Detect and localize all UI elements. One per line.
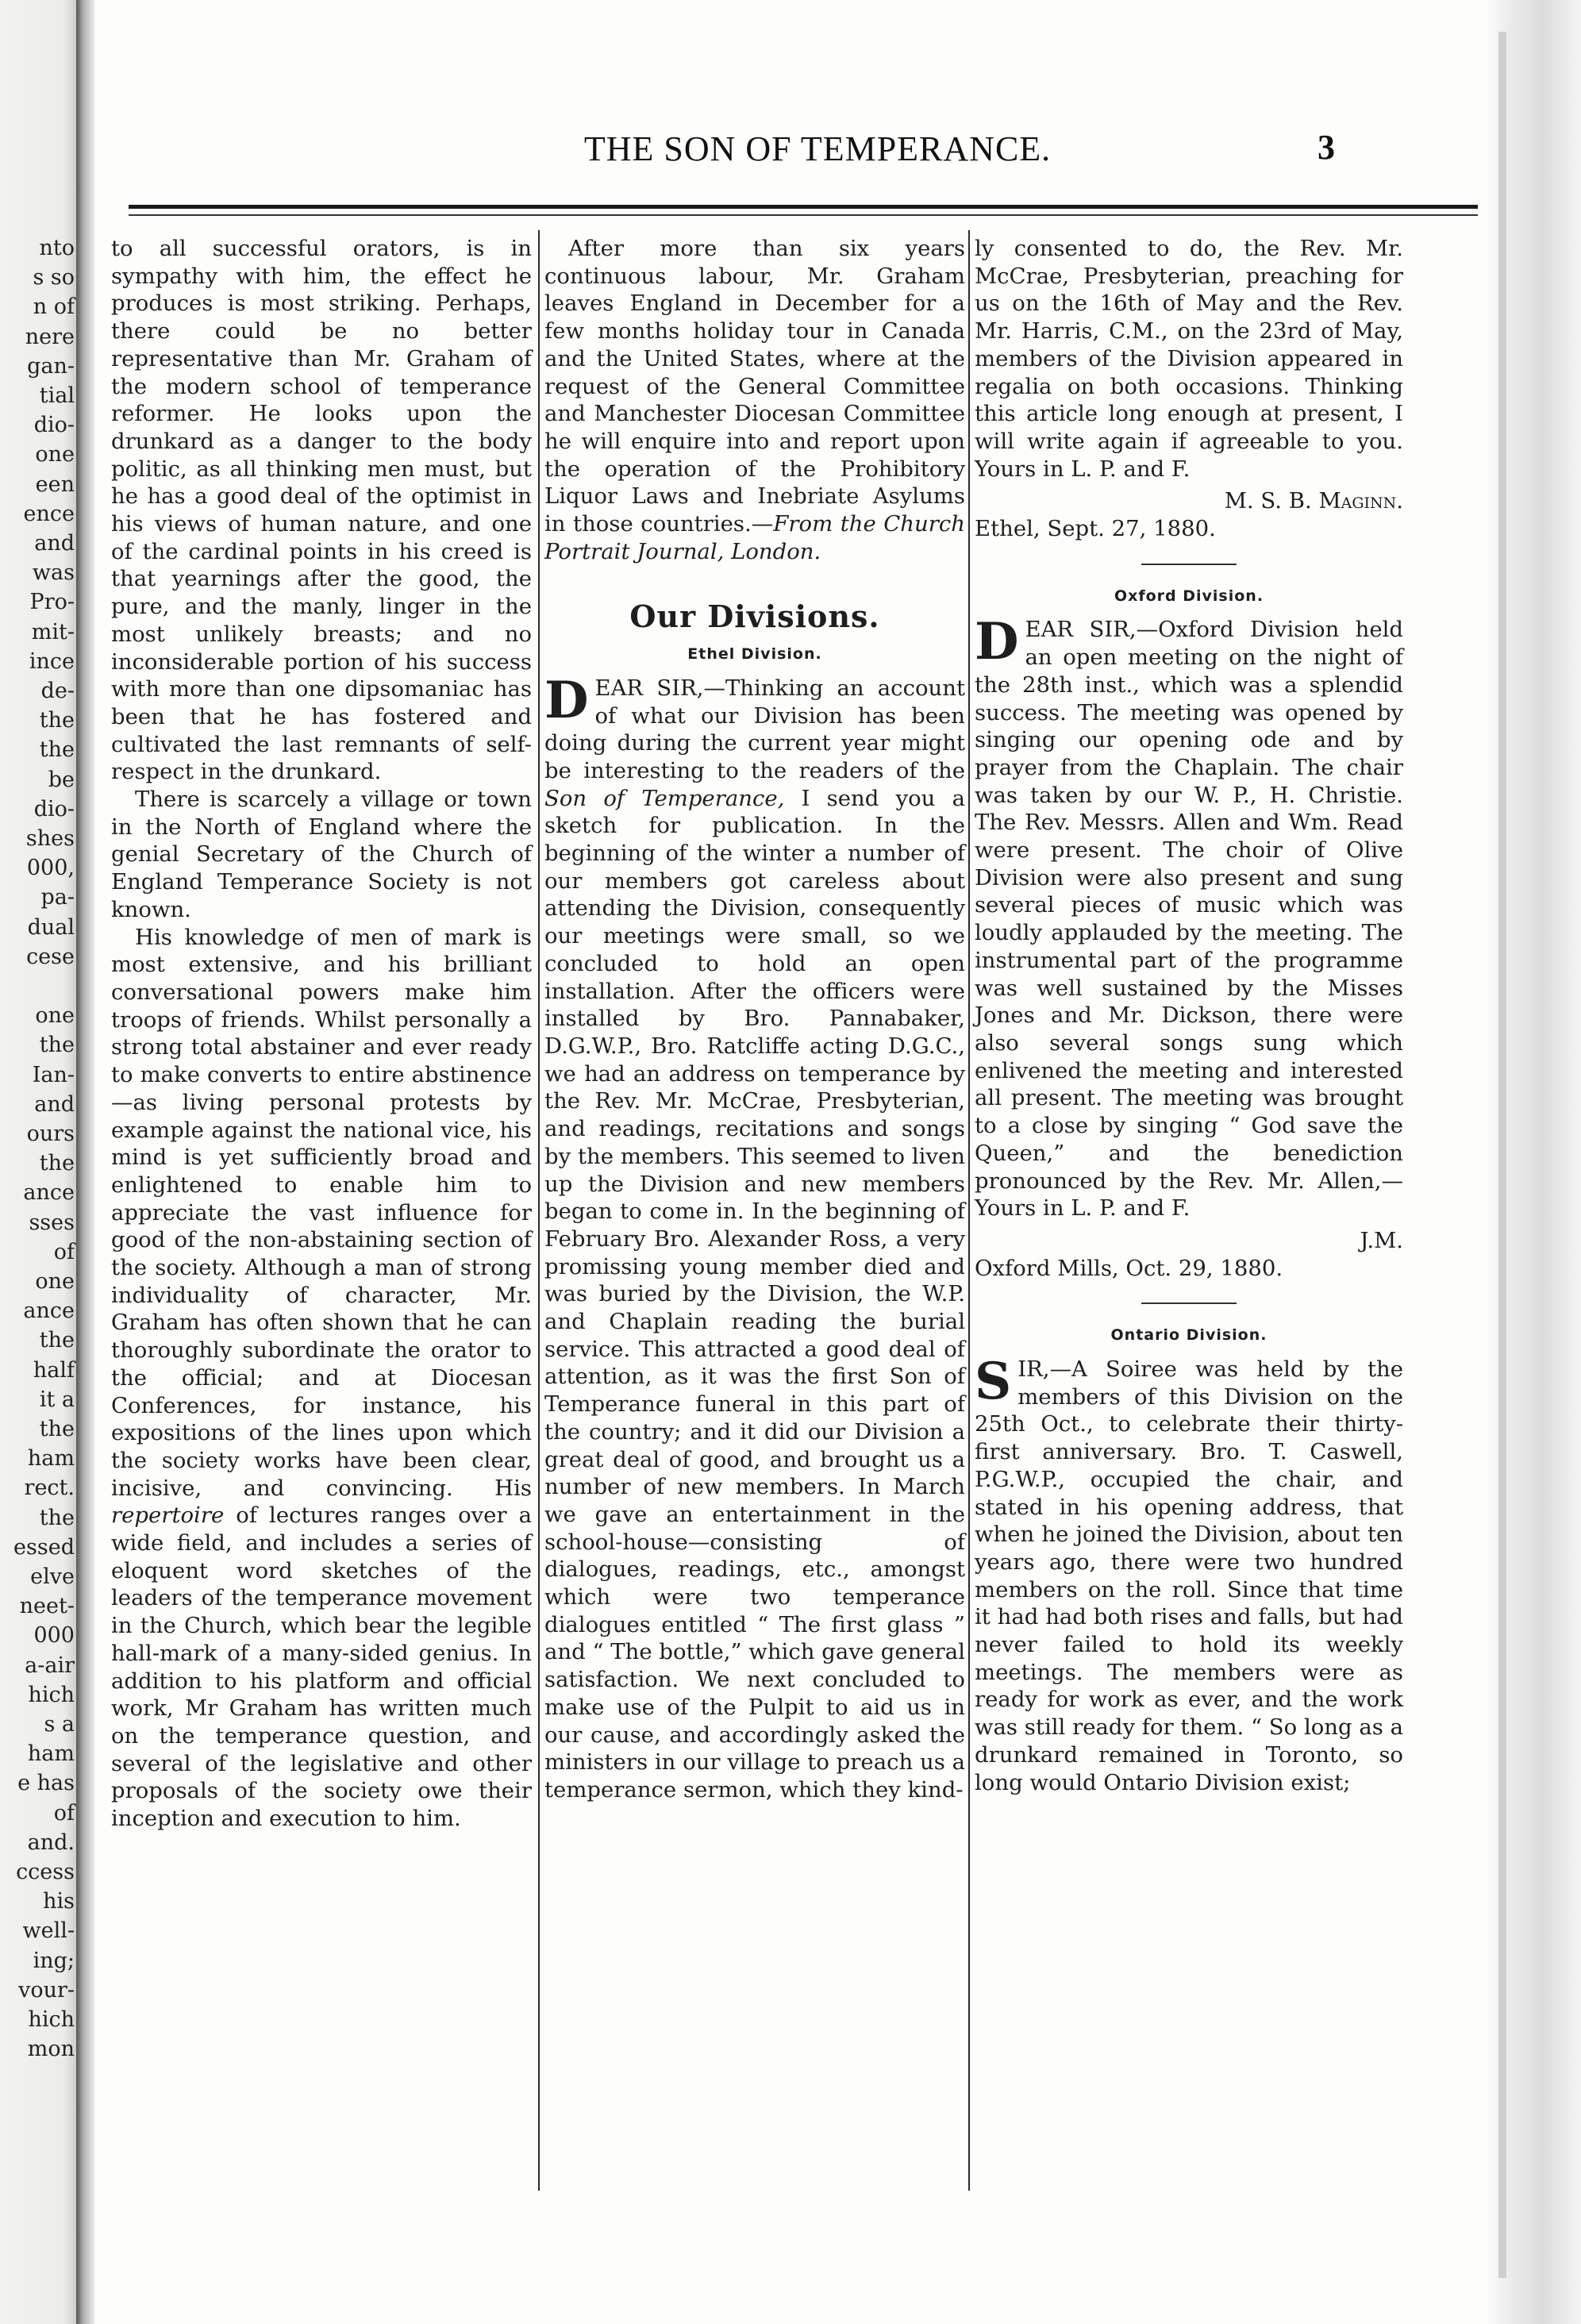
column-3 bbox=[975, 235, 1403, 1796]
previous-page-fragment: 000 bbox=[33, 1623, 75, 1649]
header-rule-thick bbox=[129, 205, 1478, 209]
previous-page-fragment: mit- bbox=[31, 619, 75, 644]
previous-page-fragment: gan- bbox=[27, 353, 75, 379]
col2-p2-text-a: EAR SIR,—Thinking an account of what our Division has been doing during the current year might be interesting to the readers of the bbox=[544, 675, 965, 783]
drop-cap: S bbox=[975, 1352, 1012, 1412]
col3-paragraph-1: ly consented to do, the Rev. Mr. McCrae, Presbyterian, preaching for us on the 16th of May and the Rev. Mr. Harris, C.M., on the 23rd of May, members of the Division appeared in regalia on both occasions. Thinking this article long enough at present, I will write again if agreeable to you. Yours in L. P. and F. bbox=[975, 236, 1403, 482]
previous-page-fragment: dual bbox=[27, 914, 75, 940]
previous-page-fragment: een bbox=[35, 471, 75, 497]
column-2 bbox=[544, 235, 965, 1804]
col1-paragraph-1: to all successful orators, is in sympathy with him, the effect he produces is most striking. Perhaps, there could be no better representative than Mr. Graham of the modern school of temperance reformer. He looks upon the drunkard as a danger to the body politic, as all thinking men must, but he has a good deal of the optimist in his views of human nature, and one of the cardinal points in his creed is that yearnings after the good, the pure, and the manly, linger in the most unlikely breasts; and no inconsiderable portion of his success with more than one dipsomaniac has been that he has fostered and cultivated the last remnants of self-respect in the drunkard. bbox=[111, 236, 532, 785]
previous-page-fragment: 000, bbox=[26, 856, 75, 881]
previous-page-fragment: well- bbox=[22, 1918, 75, 1944]
previous-page-fragment: the bbox=[39, 737, 75, 763]
previous-page-fragment: ham bbox=[27, 1446, 75, 1472]
previous-page-fragment: was bbox=[32, 560, 75, 586]
previous-page-fragment: essed bbox=[13, 1534, 75, 1560]
book-gutter bbox=[76, 0, 95, 2324]
previous-page-fragment: ccess bbox=[16, 1860, 75, 1884]
previous-page-fragment: ance bbox=[23, 1180, 75, 1206]
previous-page-fragment: Pro- bbox=[29, 590, 75, 615]
previous-page-fragment: rect. bbox=[24, 1476, 75, 1501]
previous-page-fragment: dio- bbox=[33, 796, 75, 821]
col1-p3-italic: repertoire bbox=[111, 1503, 225, 1529]
subhead-oxford-division: Oxford Division. bbox=[1114, 587, 1264, 605]
previous-page-fragment: e has bbox=[17, 1771, 75, 1796]
col1-p3-text-a: His knowledge of men of mark is most extensive, and his brilliant conversational powers make him troops of friends. Whilst personally a strong total abstainer and ever ready to make converts to entire abstinence—as living personal protests by example against the national vice, his mind is yet sufficiently broad and enlightened to enable him to appreciate the vast influence for good of the non-abstaining section of the society. Although a man of strong individuality of character, Mr. Graham has often shown that he can thoroughly subordinate the orator to the official; and at Diocesan Conferences, for instance, his expositions of the lines upon which the society works have been clear, incisive, and convincing. His bbox=[111, 924, 532, 1501]
drop-cap: D bbox=[544, 670, 589, 730]
previous-page-fragment: ance bbox=[23, 1299, 75, 1324]
page-number: 3 bbox=[1318, 128, 1335, 167]
col2-p2-text-b: I send you a sketch for publication. In the beginning of the winter a number of our members got careless about attending the Division, consequently our meetings were small, so we concluded to hold an open installation. After the officers were installed by Bro. Pannabaker, D.G.W.P., Bro. Ratcliffe acting D.G.C., we had an address on temperance by the Rev. Mr. McCrae, Presbyterian, and readings, recitations and songs by the members. This seemed to liven up the Division and new members began to come in. In the beginning of February Bro. Alexander Ross, a very promissing young member died and was buried by the Division, the W.P. and Chaplain reading the burial service. This attracted a good deal of attention, as it was the first Son of Temperance funeral in this part of the country; and it did our Division a great deal of good, and brought us a number of new members. In March we gave an entertainment in the school-house—consisting of dialogues, readings, etc., amongst which were two temperance dialogues entitled “ The first glass ” and “ The bottle,” which gave general satisfaction. We next concluded to make use of the Pulpit to aid us in our cause, and accordingly asked the ministers in our village to preach us a temperance sermon, which they kind- bbox=[544, 785, 965, 1803]
previous-page-fragment: s a bbox=[44, 1712, 75, 1737]
previous-page-fragment: tial bbox=[39, 383, 75, 408]
previous-page-fragment: shes bbox=[25, 826, 75, 851]
column-1 bbox=[111, 235, 532, 1833]
previous-page-fragment: sses bbox=[29, 1210, 75, 1235]
previous-page-fragment: the bbox=[39, 1033, 75, 1058]
previous-page-fragment: ince bbox=[29, 648, 75, 674]
previous-page-fragment: n of bbox=[33, 294, 75, 320]
col2-paragraph-2 bbox=[544, 670, 965, 1804]
col1-paragraph-2: There is scarcely a village or town in the North of England where the genial Secretary of the Church of England Temperance Society is not known. bbox=[111, 787, 532, 922]
dateline-oxford: Oxford Mills, Oct. 29, 1880. bbox=[975, 1255, 1283, 1281]
col3-paragraph-2 bbox=[975, 612, 1403, 1222]
previous-page-fragment: his bbox=[43, 1889, 75, 1914]
col1-p3-text-b: of lectures ranges over a wide field, and includes a series of eloquent word sketches of the leaders of the temperance movement in the Church, which bear the legible hall-mark of a many-sided genius. In addition to his platform and official work, Mr Graham has written much on the temperance question, and several of the legislative and other proposals of the society owe their inception and execution to him. bbox=[111, 1503, 532, 1832]
col2-p2-italic: Son of Temperance, bbox=[544, 785, 785, 811]
previous-page-fragment: ours bbox=[26, 1122, 75, 1146]
previous-page-fragment: and. bbox=[27, 1830, 75, 1855]
previous-page-fragment: pa- bbox=[40, 885, 75, 910]
previous-page-fragment: one bbox=[35, 1003, 75, 1029]
short-rule bbox=[1141, 564, 1237, 565]
col3-paragraph-3 bbox=[975, 1352, 1403, 1796]
previous-page-fragment: of bbox=[53, 1800, 75, 1826]
previous-page-fragment: hich bbox=[28, 2007, 75, 2032]
drop-cap: D bbox=[975, 612, 1019, 672]
previous-page-fragment: the bbox=[39, 1505, 75, 1530]
previous-page-fragment: be bbox=[48, 767, 75, 792]
previous-page-fragment: of bbox=[53, 1239, 75, 1264]
previous-page-fragment: a-air bbox=[25, 1653, 75, 1678]
previous-page-fragment: nere bbox=[25, 324, 75, 349]
signature-jm: J.M. bbox=[1360, 1227, 1403, 1253]
previous-page-fragment: half bbox=[33, 1357, 75, 1383]
previous-page-fragment: ham bbox=[27, 1741, 75, 1767]
col2-p1-text: After more than six years continuous labour, Mr. Graham leaves England in December for a few months holiday tour in Canada and the United States, where at the request of the General Committee and Manchester Diocesan Committee he will enquire into and report upon the operation of the Prohibitory Liquor Laws and Inebriate Asylums in those countries.— bbox=[544, 236, 965, 537]
previous-page-fragment: de- bbox=[40, 679, 75, 703]
previous-page-fragment: neet- bbox=[19, 1594, 75, 1619]
col3-p3-text: IR,—A Soiree was held by the members of this Division on the 25th Oct., to celebrate their thirty-first anniversary. Bro. T. Caswell, P.G.W.P., occupied the chair, and stated in his opening address, that when he joined the Division, about ten years ago, there were two hundred members on the roll. Since that time it had had both rises and falls, but had never failed to hold its weekly meetings. The members were as ready for work as ever, and the work was still ready for them. “ So long as a drunkard remained in Toronto, so long would Ontario Division exist; bbox=[975, 1356, 1403, 1795]
section-title: Our Divisions. bbox=[629, 598, 880, 635]
previous-page-fragment: and bbox=[34, 1091, 75, 1117]
previous-page-fragment: and bbox=[34, 531, 75, 556]
newspaper-page bbox=[95, 0, 1487, 2324]
running-head: THE SON OF TEMPERANCE. bbox=[583, 129, 1052, 168]
previous-page-fragment: s so bbox=[33, 265, 75, 290]
col2-p1-citation: From the Church Portrait Journal, London. bbox=[544, 511, 965, 564]
previous-page-fragment: the bbox=[39, 1417, 75, 1441]
signature-maginn: M. S. B. Maginn. bbox=[1224, 488, 1403, 514]
short-rule bbox=[1141, 1302, 1237, 1304]
dateline-ethel: Ethel, Sept. 27, 1880. bbox=[975, 516, 1216, 542]
subhead-ethel-division: Ethel Division. bbox=[687, 645, 822, 664]
previous-page-fragment: dio- bbox=[33, 413, 75, 438]
previous-page-fragment: hich bbox=[28, 1682, 75, 1707]
previous-page-fragment: vour- bbox=[18, 1977, 75, 2003]
previous-page-sliver bbox=[0, 0, 79, 2324]
header-rule-thin bbox=[129, 214, 1478, 216]
page-edge-right bbox=[1487, 0, 1581, 2324]
page-edge-bar bbox=[1498, 32, 1506, 2278]
previous-page-fragment: the bbox=[39, 1151, 75, 1176]
column-divider bbox=[968, 230, 970, 2191]
col1-paragraph-3 bbox=[111, 924, 532, 1833]
previous-page-fragment: ing; bbox=[33, 1948, 75, 1973]
previous-page-fragment: elve bbox=[30, 1564, 75, 1589]
previous-page-fragment: ence bbox=[23, 501, 75, 526]
previous-page-fragment: one bbox=[35, 442, 75, 467]
previous-page-fragment: nto bbox=[39, 236, 75, 260]
previous-page-fragment: cese bbox=[26, 944, 75, 969]
col2-paragraph-1 bbox=[544, 235, 965, 565]
previous-page-fragment: Ian- bbox=[32, 1062, 75, 1087]
previous-page-fragment: mon bbox=[27, 2037, 75, 2062]
previous-page-fragment: the bbox=[39, 708, 75, 733]
subhead-ontario-division: Ontario Division. bbox=[1110, 1326, 1267, 1345]
previous-page-fragment: the bbox=[39, 1328, 75, 1353]
previous-page-fragment: it a bbox=[39, 1387, 75, 1412]
previous-page-fragment: one bbox=[35, 1269, 75, 1294]
col3-p2-text: EAR SIR,—Oxford Division held an open meeting on the night of the 28th inst., which was a splendid success. The meeting was opened by singing our opening ode and by prayer from the Chaplain. The chair was taken by our W. P., H. Christie. The Rev. Messrs. Allen and Wm. Read were present. The choir of Olive Division were also present and sung several pieces of music which was loudly applauded by the meeting. The instrumental part of the programme was well sustained by the Misses Jones and Mr. Dickson, there were also several songs sung which enlivened the meeting and interested all present. The meeting was brought to a close by singing “ God save the Queen,” and the benediction pronounced by the Rev. Mr. Allen,—Yours in L. P. and F. bbox=[975, 617, 1403, 1222]
column-divider bbox=[538, 230, 540, 2191]
